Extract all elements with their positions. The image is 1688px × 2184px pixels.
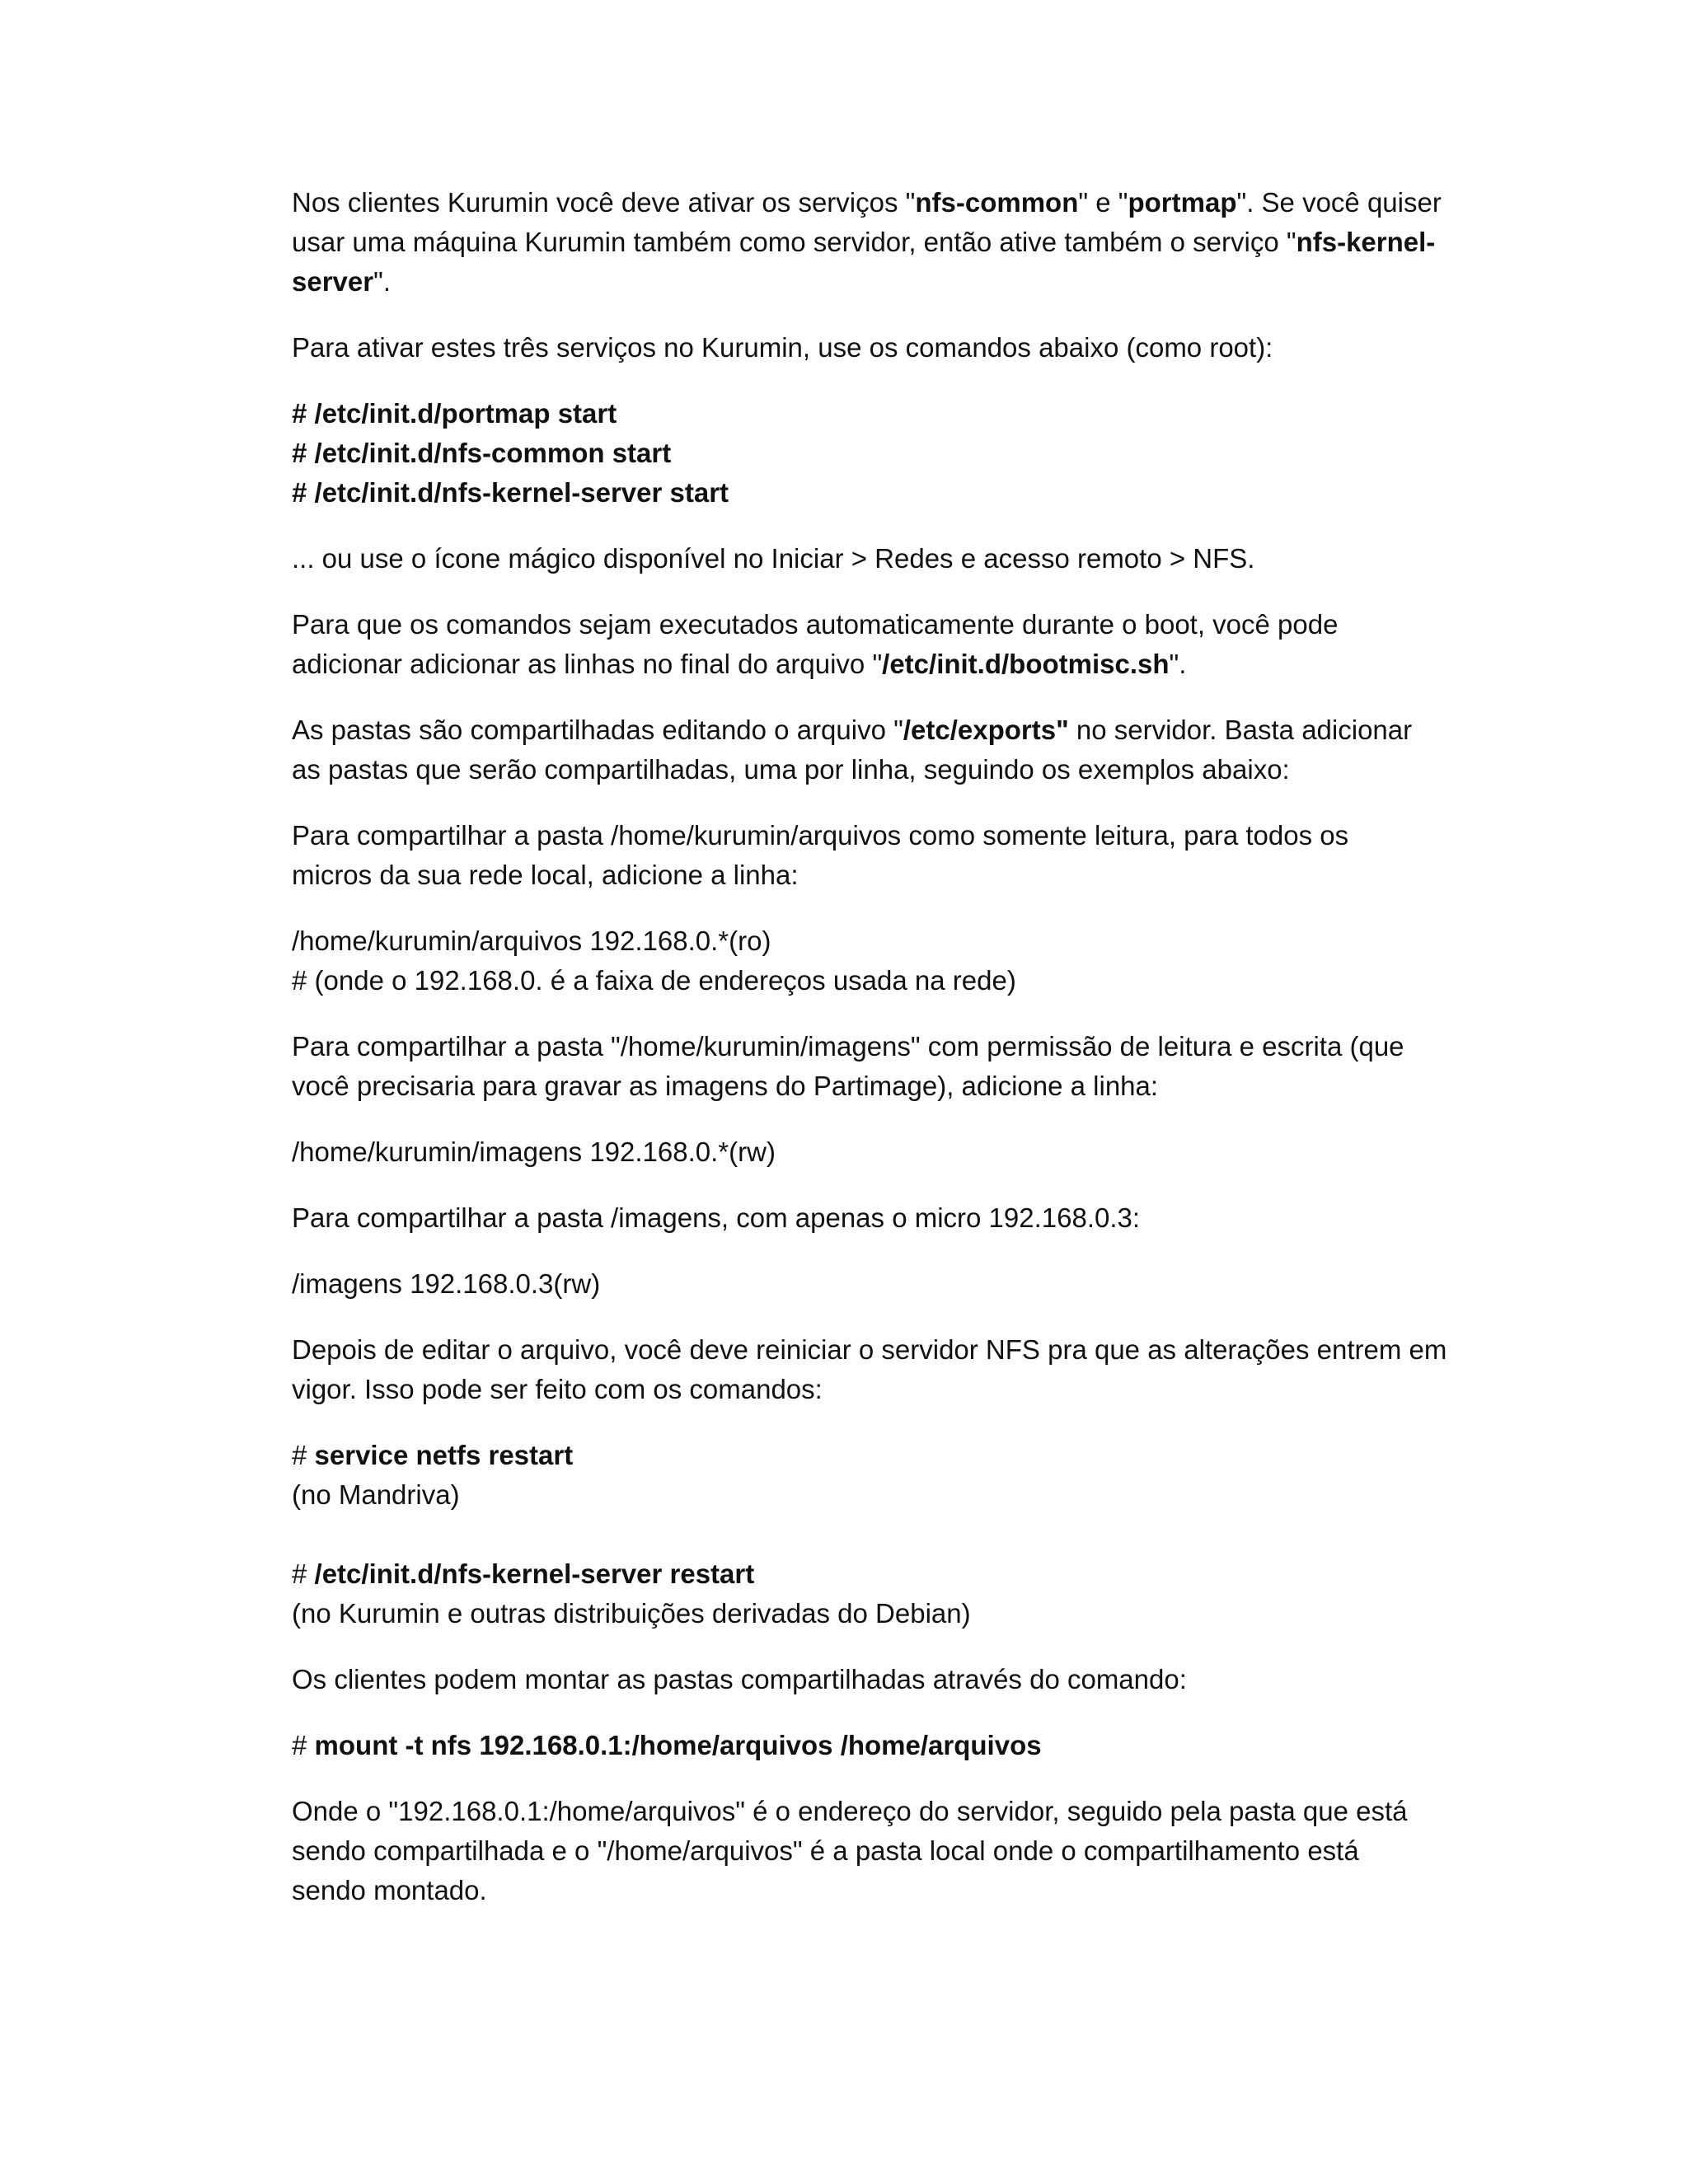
text-line: /imagens 192.168.0.3(rw)	[292, 1268, 601, 1299]
paragraph-share-single-host	[292, 1198, 1396, 1238]
text-line	[292, 710, 1413, 750]
text-line: você precisaria para gravar as imagens do Partimage), adicione a linha:	[292, 1071, 1159, 1101]
text-run: ". Se você quiser	[1236, 187, 1442, 218]
paragraph-clients-mount	[292, 1660, 1396, 1699]
command-block-mount	[292, 1726, 1396, 1765]
command-block-start-services	[292, 394, 1396, 513]
text-line	[292, 644, 1396, 684]
paragraph-magic-icon	[292, 539, 1396, 579]
text-line: micros da sua rede local, adicione a linha:	[292, 860, 799, 890]
example-readonly-line	[292, 921, 1396, 1001]
text-run: As pastas são compartilhadas editando o arquivo "	[292, 715, 903, 745]
command-line	[292, 1436, 1396, 1475]
example-readwrite-line	[292, 1132, 1396, 1172]
text-line: /home/kurumin/imagens 192.168.0.*(rw)	[292, 1137, 776, 1167]
text-line: Onde o "192.168.0.1:/home/arquivos" é o endereço do servidor, seguido pela pasta que está	[292, 1796, 1408, 1826]
command-line	[292, 1726, 1396, 1765]
text-line: sendo montado.	[292, 1875, 487, 1905]
text-line: Para que os comandos sejam executados automaticamente durante o boot, você pode	[292, 609, 1339, 640]
text-line: Depois de editar o arquivo, você deve reiniciar o servidor NFS pra que as alterações entrem em	[292, 1334, 1447, 1365]
text-line: as pastas que serão compartilhadas, uma por linha, seguindo os exemplos abaixo:	[292, 754, 1290, 785]
text-line: # (onde o 192.168.0. é a faixa de endereços usada na rede)	[292, 965, 1016, 996]
bold-run: mount -t nfs 192.168.0.1:/home/arquivos /home/arquivos	[314, 1730, 1042, 1760]
paragraph-intro-commands	[292, 328, 1396, 368]
bold-run: nfs-common	[915, 187, 1079, 218]
text-line: (no Mandriva)	[292, 1479, 460, 1510]
text-line: sendo compartilhada e o "/home/arquivos" é a pasta local onde o compartilhamento está	[292, 1835, 1359, 1866]
text-run: #	[292, 1730, 315, 1760]
command-line	[292, 1554, 1396, 1594]
text-line	[292, 183, 1442, 223]
text-line: (no Kurumin e outras distribuições derivadas do Debian)	[292, 1598, 971, 1629]
text-line: ... ou use o ícone mágico disponível no Iniciar > Redes e acesso remoto > NFS.	[292, 543, 1255, 574]
text-run: no servidor. Basta adicionar	[1068, 715, 1413, 745]
text-run: ".	[1169, 649, 1187, 679]
bold-run: nfs-kernel-	[1296, 227, 1436, 257]
command-line: # /etc/init.d/portmap start	[292, 398, 617, 429]
text-run: " e "	[1078, 187, 1128, 218]
text-line: /home/kurumin/arquivos 192.168.0.*(ro)	[292, 926, 771, 956]
text-run: #	[292, 1440, 315, 1470]
paragraph-share-readonly	[292, 816, 1396, 895]
paragraph-boot	[292, 605, 1396, 684]
text-line: Para compartilhar a pasta "/home/kurumin/imagens" com permissão de leitura e escrita (que	[292, 1031, 1404, 1062]
paragraph-share-readwrite	[292, 1027, 1404, 1106]
paragraph-restart	[292, 1330, 1447, 1409]
text-run: #	[292, 1558, 315, 1589]
command-block-mandriva	[292, 1436, 1396, 1515]
bold-run: portmap	[1128, 187, 1237, 218]
text-run: adicionar adicionar as linhas no final do arquivo "	[292, 649, 883, 679]
text-line: Os clientes podem montar as pastas compartilhadas através do comando:	[292, 1664, 1187, 1694]
paragraph-mount-explanation	[292, 1792, 1408, 1910]
text-line	[292, 223, 1436, 262]
text-line: Para compartilhar a pasta /home/kurumin/arquivos como somente leitura, para todos os	[292, 820, 1349, 851]
text-run: ".	[373, 266, 391, 297]
example-single-host-line	[292, 1264, 1396, 1304]
bold-run: service netfs restart	[314, 1440, 574, 1470]
text-line: Para ativar estes três serviços no Kurumin, use os comandos abaixo (como root):	[292, 332, 1273, 363]
paragraph-activate-services	[292, 183, 1442, 302]
bold-run: /etc/init.d/bootmisc.sh	[882, 649, 1170, 679]
bold-run: server	[292, 266, 374, 297]
bold-run: /etc/exports"	[903, 715, 1069, 745]
text-line: vigor. Isso pode ser feito com os comandos:	[292, 1374, 823, 1404]
bold-run: /etc/init.d/nfs-kernel-server restart	[314, 1558, 755, 1589]
text-line: Para compartilhar a pasta /imagens, com apenas o micro 192.168.0.3:	[292, 1202, 1141, 1233]
command-line: # /etc/init.d/nfs-kernel-server start	[292, 477, 729, 508]
text-line	[292, 262, 1396, 302]
command-line: # /etc/init.d/nfs-common start	[292, 438, 672, 468]
text-run: Nos clientes Kurumin você deve ativar os serviços "	[292, 187, 916, 218]
text-run: usar uma máquina Kurumin também como servidor, então ative também o serviço "	[292, 227, 1296, 257]
paragraph-exports	[292, 710, 1413, 790]
command-block-kurumin	[292, 1554, 1396, 1633]
document-page	[292, 183, 1447, 1937]
